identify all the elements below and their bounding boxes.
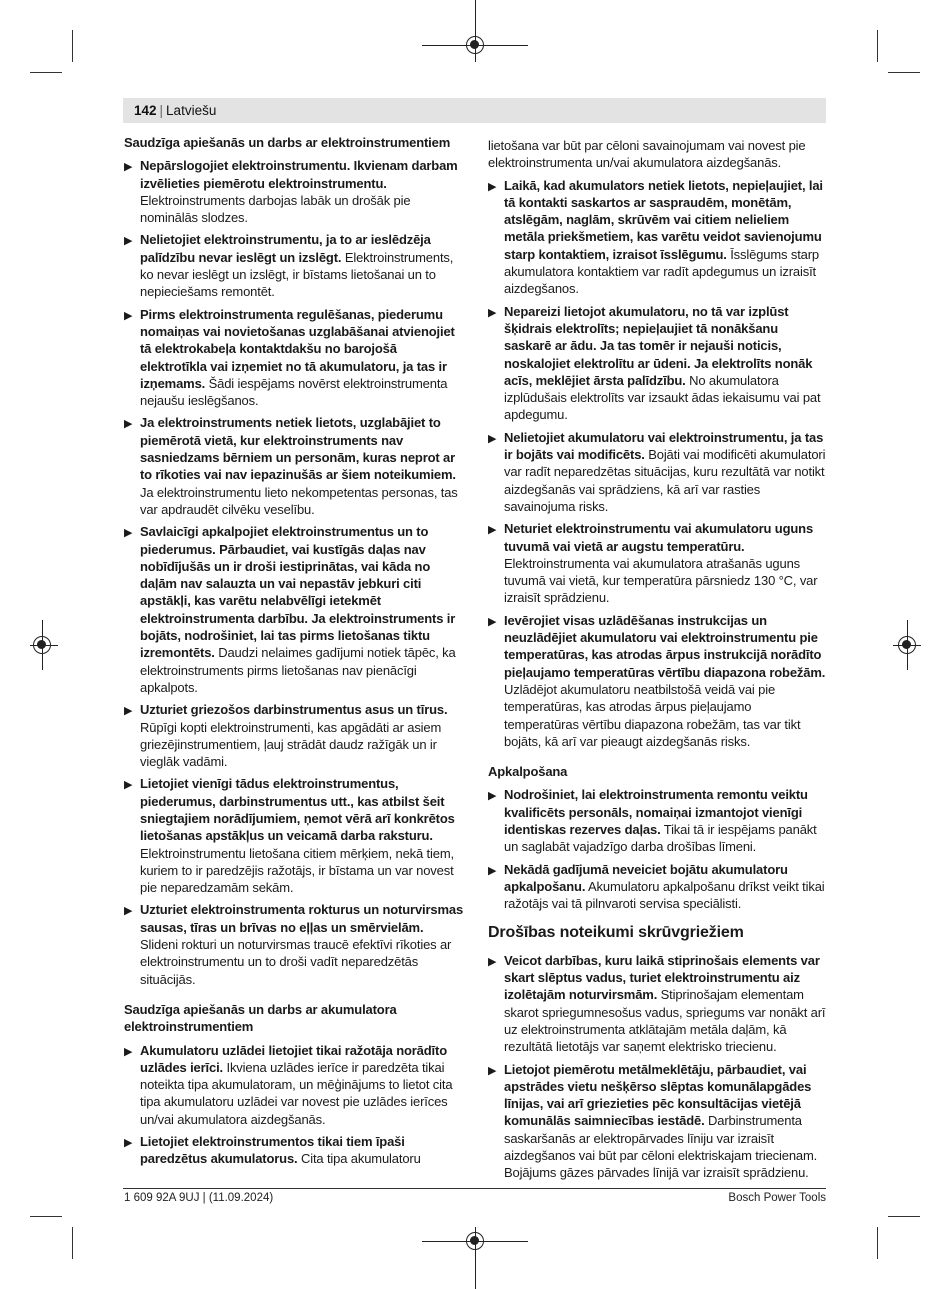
section-heading: Drošības noteikumi skrūvgriežiem [488,924,744,942]
registration-target-icon [466,36,484,54]
brand-name: Bosch Power Tools [728,1192,826,1204]
item-explanation: Tikai tā ir iespējams panākt un saglabāt vajadzīgo darba drošības līmeni. [504,821,817,855]
item-explanation: Elektroinstruments darbojas labāk un drošāk pie nominālās slodzes. [140,192,411,226]
crop-mark [888,1216,920,1217]
list-item [488,1061,828,1182]
document-id: 1 609 92A 9UJ | (11.09.2024) [124,1192,274,1204]
item-instruction: Ievērojiet visas uzlādēšanas instrukcijas un neuzlādējiet akumulatoru vai elektroinstrumentu pie temperatūras, kas atrodas ārpus instrukcijā norādīto pieļaujamo temperatūras vērtību diapazona robežām. [504,612,826,680]
page-language: Latviešu [166,103,217,118]
bullet-arrow-icon: ▶ [488,955,497,968]
crop-mark [877,1227,878,1259]
crop-mark [72,1227,73,1259]
section-title: Apkalpošana [488,764,568,780]
item-explanation: Stiprinošajam elementam skarot spriegumnesošus vadus, spriegums var nonākt arī uz elektroinstrumenta atklātajām metāla daļām, kā rezultātā lietotājs var saņemt elektrisko triecienu. [504,987,826,1055]
item-explanation: Bojāti vai modificēti akumulatori var radīt neparedzētas situācijas, kuru rezultātā var notikt aizdegšanās vai sprādziens, kā arī var rasties savainojuma risks. [504,447,826,514]
list-item [488,303,828,424]
item-instruction: Nepareizi lietojot akumulatoru, no tā var izplūst šķidrais elektrolīts; nepieļaujiet tā nonākšanu saskarē ar ādu. Ja tas tomēr ir nejauši noticis, noskalojiet elektrolītu ar ūdeni. Ja elektrolīts nonāk acīs, meklējiet ārsta palīdzību. [504,303,813,388]
item-explanation: Īsslēgums starp akumulatora kontaktiem var radīt apdegumus un izraisīt aizdegšanos. [504,246,819,297]
registration-target-icon [898,636,916,654]
bullet-arrow-icon: ▶ [124,309,133,322]
item-explanation: Cita tipa akumulatoru [297,1151,421,1167]
item-explanation: Rūpīgi kopti elektroinstrumenti, kas apgādāti ar asiem griezējinstrumentiem, ļauj strādāt daudz ražīgāk un ir vieglāk vadāmi. [140,719,442,770]
item-explanation: Ja elektroinstrumentu lieto nekompetentas personas, tas var apdraudēt cilvēku veselību. [140,484,458,517]
list-item [488,786,828,855]
registration-target-icon [33,636,51,654]
item-explanation: Elektroinstrumentu lietošana citiem mērķiem, nekā tiem, kuriem to ir paredzējis ražotājs, ir bīstama un var novest pie neparedzamām sekām. [140,845,454,896]
item-instruction: Savlaicīgi apkalpojiet elektroinstrumentus un to piederumus. Pārbaudiet, vai kustīgās daļas nav nobīdījušās un ir droši iestiprinātas, vai kāda no daļām nav salauzta un vai nepastāv jebkuri citi apstākļi, kas varētu nelabvēlīgi ietekmēt elektroinstrumenta darbību. Ja elektroinstruments ir bojāts, nodrošiniet, lai tas pirms lietošanas tiktu izremontēts. [140,524,456,661]
section-title: Saudzīga apiešanās un darbs ar elektroinstrumentiem [124,135,451,150]
item-explanation: Slideni rokturi un noturvirsmas traucē efektīvi rīkoties ar elektroinstrumentu un to droši vadīt neparedzētās situācijās. [140,937,452,987]
item-instruction: Uzturiet elektroinstrumenta rokturus un noturvirsmas sausas, tīras un brīvas no eļļas un smērvielām. [140,902,464,935]
left-column [124,134,464,1173]
item-explanation: Elektroinstruments, ko nevar ieslēgt un izslēgt, ir bīstams lietošanai un to nepieciešams remontēt. [140,249,454,300]
item-instruction: Pirms elektroinstrumenta regulēšanas, piederumu nomaiņas vai novietošanas uzglabāšanai atvienojiet tā elektrokabeļa kontaktdakšu no barojošā elektrotīkla vai izņemiet no tā akumulatoru, ja tas ir izņemams. [140,306,455,391]
item-explanation: Akumulatoru apkalpošanu drīkst veikt tikai ražotājs vai tā pilnvaroti servisa speciālisti. [504,878,825,912]
registration-target-icon [466,1232,484,1250]
list-item [488,952,828,1056]
list-item [488,861,828,913]
item-explanation: Šādi iespējams novērst elektroinstrumenta nejaušu ieslēgšanos. [140,375,448,409]
item-instruction: Akumulatoru uzlādei lietojiet tikai ražotāja norādīto uzlādes ierīci. [140,1042,447,1075]
crop-mark [30,1216,62,1217]
right-column [488,137,828,1187]
bullet-arrow-icon: ▶ [488,306,497,319]
item-instruction: Nekādā gadījumā neveiciet bojātu akumulatoru apkalpošanu. [504,861,788,894]
crop-mark [877,30,878,62]
list-item [124,1133,464,1168]
list-item [124,157,464,226]
bullet-arrow-icon: ▶ [488,524,497,537]
page-header-bar [123,98,826,123]
bullet-arrow-icon: ▶ [488,615,497,628]
item-instruction: Ja elektroinstruments netiek lietots, uzglabājiet to piemērotā vietā, kur elektroinstruments nav sasniedzams bērniem un personām, kuras neprot ar to rīkoties vai nav iepazinušās ar šiem noteikumiem. [140,415,456,483]
safety-list [488,177,828,751]
item-instruction: Uzturiet griezošos darbinstrumentus asus un tīrus. [140,702,448,718]
continued-paragraph: lietošana var būt par cēloni savainojumam vai novest pie elektroinstrumenta un/vai akumulatora aizdegšanās. [488,138,806,171]
item-instruction: Lietojiet elektroinstrumentos tikai tiem īpaši paredzētus akumulatorus. [140,1134,405,1167]
item-explanation: Darbinstrumenta saskaršanās ar elektropārvades līniju var izraisīt aizdegšanos vai būt par cēloni elektriskajam triecienam. Bojājums gāzes pārvades līnijā var izraisīt sprādzienu. [504,1113,818,1181]
list-item [124,775,464,896]
list-item [124,701,464,770]
safety-list [124,157,464,988]
bullet-arrow-icon: ▶ [124,527,133,540]
list-item [488,520,828,606]
item-instruction: Neturiet elektroinstrumentu vai akumulatoru uguns tuvumā vai vietā ar augstu temperatūru. [504,521,814,554]
crop-mark [30,72,62,73]
item-instruction: Laikā, kad akumulators netiek lietots, nepieļaujiet, lai tā kontakti saskartos ar saspraudēm, monētām, atslēgām, naglām, skrūvēm vai citiem nelieliem metāla priekšmetiem, kas varētu veidot savienojumu starp kontaktiem, izraisot īsslēgumu. [504,177,823,262]
section-title: Saudzīga apiešanās un darbs ar akumulatora elektroinstrumentiem [124,1001,397,1035]
bullet-arrow-icon: ▶ [124,1137,133,1150]
crop-mark [72,30,73,62]
list-item [488,177,828,298]
list-item [124,523,464,696]
item-explanation: Daudzi nelaimes gadījumi notiek tāpēc, ka elektroinstruments pirms lietošanas nav pienācīgi apkalpots. [140,645,456,695]
bullet-arrow-icon: ▶ [488,864,497,877]
page-header: 142 | Latviešu [134,103,217,118]
safety-list [124,1042,464,1168]
bullet-arrow-icon: ▶ [124,705,133,718]
bullet-arrow-icon: ▶ [488,790,497,803]
list-item [124,306,464,410]
list-item [124,1042,464,1128]
item-explanation: Ikviena uzlādes ierīce ir paredzēta tikai noteikta tipa akumulatoram, un mēģinājums to lietot cita tipa akumulatoru uzlādei var novest pie uzlādes ierīces un/vai akumulatora aizdegšanās. [140,1059,453,1127]
bullet-arrow-icon: ▶ [488,1064,497,1077]
bullet-arrow-icon: ▶ [488,432,497,445]
list-item [488,429,828,515]
item-explanation: Elektroinstrumenta vai akumulatora atrašanās uguns tuvumā vai vietā, kur temperatūra pārsniedz 130 °C, var izraisīt sprādzienu. [504,555,818,606]
list-item [124,414,464,518]
item-instruction: Nelietojiet akumulatoru vai elektroinstrumentu, ja tas ir bojāts vai modificēts. [504,429,824,463]
bullet-arrow-icon: ▶ [124,779,133,792]
item-instruction: Lietojot piemērotu metālmeklētāju, pārbaudiet, vai apstrādes vietu nešķērso slēptas komunālapgādes līnijas, vai arī griezieties pēc konsultācijas vietējā komunālās saimniecības iestādē. [504,1061,812,1129]
page-number: 142 [134,103,157,118]
bullet-arrow-icon: ▶ [124,1045,133,1058]
bullet-arrow-icon: ▶ [124,161,133,174]
list-item [124,901,464,987]
safety-list [488,786,828,912]
item-instruction: Lietojiet vienīgi tādus elektroinstrumentus, piederumus, darbinstrumentus utt., kas atbilst šeit sniegtajiem norādījumiem, ņemot vērā arī konkrētos lietošanas apstākļus un veicamā darba raksturu. [140,776,455,844]
item-instruction: Nepārslogojiet elektroinstrumentu. Ikvienam darbam izvēlieties piemērotu elektroinstrumentu. [140,158,458,191]
bullet-arrow-icon: ▶ [124,905,133,918]
list-item [124,231,464,300]
bullet-arrow-icon: ▶ [124,418,133,431]
item-instruction: Veicot darbības, kuru laikā stiprinošais elements var skart slēptus vadus, turiet elektroinstrumentu aiz izolētajām noturvirsmām. [504,952,820,1003]
bullet-arrow-icon: ▶ [124,235,133,248]
safety-list [488,952,828,1182]
item-explanation: No akumulatora izplūdušais elektrolīts var izsaukt ādas iekaisumu vai pat apdegumu. [504,372,821,423]
list-item [488,612,828,750]
item-instruction: Nodrošiniet, lai elektroinstrumenta remontu veiktu kvalificēts personāls, nomaiņai izmantojot vienīgi identiskas rezerves daļas. [504,787,808,837]
item-explanation: Uzlādējot akumulatoru neatbilstošā veidā vai pie temperatūras, kas atrodas ārpus pieļaujamo temperatūras vērtību diapazona robežām, tas var tikt bojāts, kā arī var pieaugt aizdegšanās risks. [504,681,801,749]
item-instruction: Nelietojiet elektroinstrumentu, ja to ar ieslēdzēja palīdzību nevar ieslēgt un izslēgt. [140,232,431,265]
crop-mark [888,72,920,73]
footer-divider [123,1188,826,1189]
bullet-arrow-icon: ▶ [488,180,497,193]
